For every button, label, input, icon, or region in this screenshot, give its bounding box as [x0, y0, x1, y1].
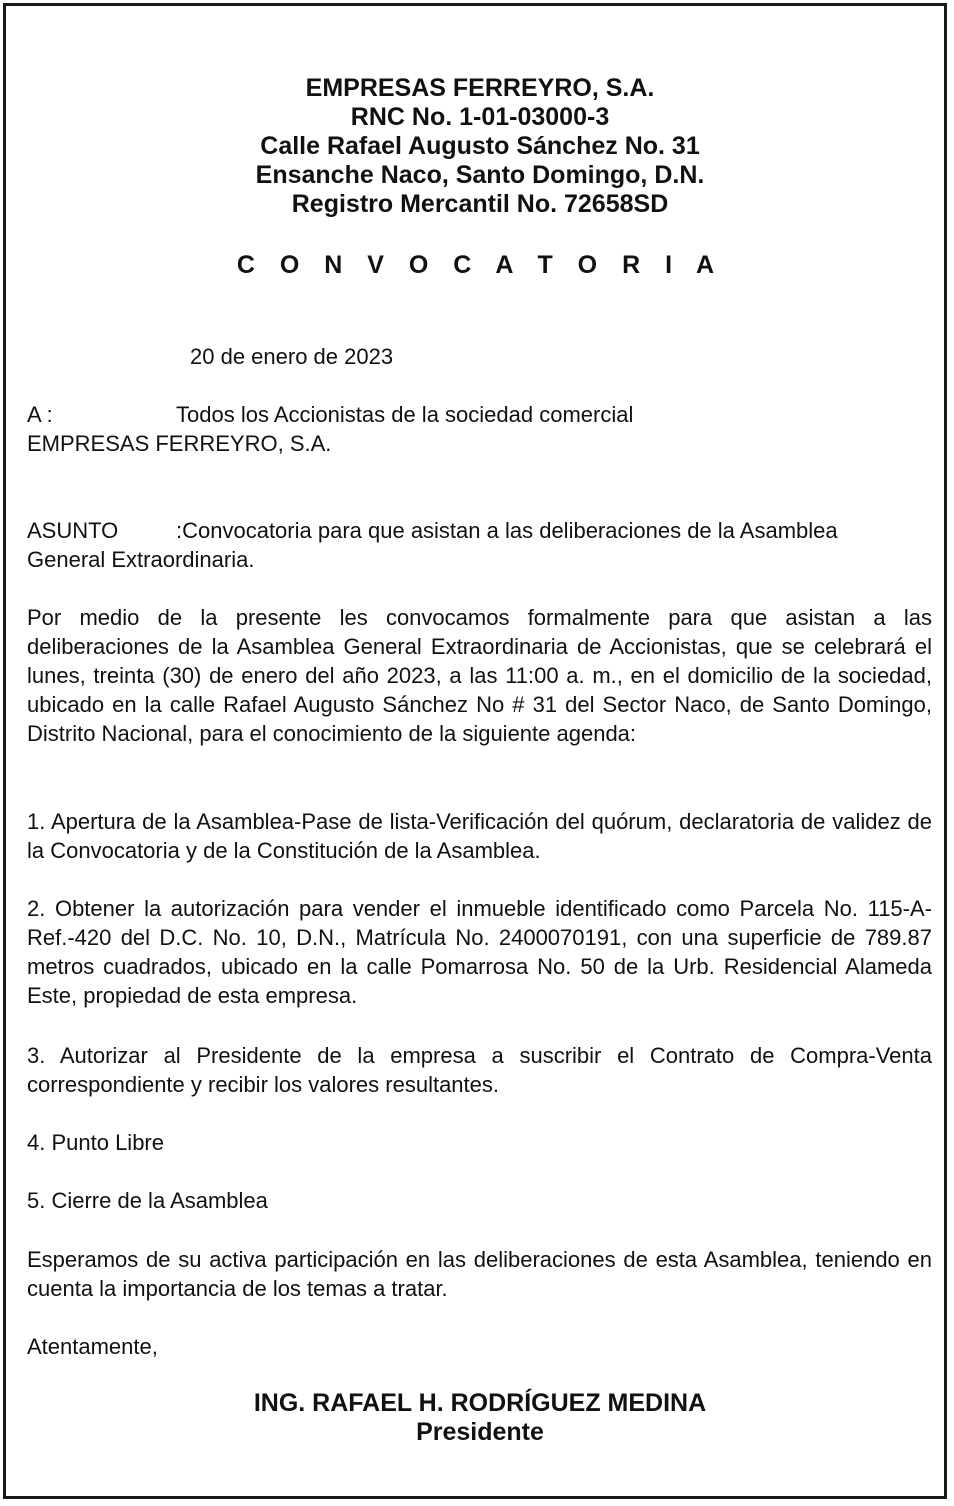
- intro-paragraph: Por medio de la presente les convocamos formalmente para que asistan a las deliberaciones de la Asamblea General Extraordinaria de Accionistas, que se celebrará el lunes, treinta (30) de enero del año 2023, a las 11:00 a. m., en el domicilio de la sociedad, ubicado en la calle Rafael Augusto Sánchez No # 31 del Sector Naco, de Santo Domingo, Distrito Nacional, para el conocimiento de la siguiente agenda:: [27, 605, 932, 746]
- company-name: EMPRESAS FERREYRO, S.A.: [305, 74, 655, 102]
- notice-frame: [3, 3, 947, 1499]
- signature-block: [6, 1389, 954, 1447]
- company-header: [6, 74, 954, 219]
- closing-paragraph: Esperamos de su activa participación en las deliberaciones de esta Asamblea, teniendo en cuenta la importancia de los temas a tratar.: [27, 1247, 932, 1301]
- agenda-item-4: 4. Punto Libre: [27, 1130, 164, 1155]
- company-registry: Registro Mercantil No. 72658SD: [291, 190, 669, 218]
- agenda-item-2: 2. Obtener la autorización para vender el inmueble identificado como Parcela No. 115-A-Ref.-420 del D.C. No. 10, D.N., Matrícula No. 2400070191, con una superficie de 789.87 metros cuadrados, ubicado en la calle Pomarrosa No. 50 de la Urb. Residencial Alameda Este, propiedad de esta empresa.: [27, 896, 932, 1008]
- company-city: Ensanche Naco, Santo Domingo, D.N.: [255, 161, 705, 189]
- notice-title: C O N V O C A T O R I A: [236, 251, 724, 279]
- signatory-name: ING. RAFAEL H. RODRÍGUEZ MEDINA: [253, 1389, 707, 1417]
- valediction: Atentamente,: [27, 1334, 158, 1359]
- subject-continuation: General Extraordinaria.: [27, 547, 255, 572]
- agenda-item-5: 5. Cierre de la Asamblea: [27, 1188, 268, 1213]
- agenda-item-3: 3. Autorizar al Presidente de la empresa a suscribir el Contrato de Compra-Venta correspondiente y recibir los valores resultantes.: [27, 1043, 932, 1097]
- notice-date: 20 de enero de 2023: [190, 344, 394, 369]
- addressee-label: A :: [27, 402, 53, 427]
- company-street: Calle Rafael Augusto Sánchez No. 31: [260, 132, 700, 160]
- company-rnc: RNC No. 1-01-03000-3: [350, 103, 610, 131]
- addressee-company: EMPRESAS FERREYRO, S.A.: [27, 431, 332, 456]
- agenda-item-1: 1. Apertura de la Asamblea-Pase de lista-Verificación del quórum, declaratoria de validez de la Convocatoria y de la Constitución de la Asamblea.: [27, 809, 932, 863]
- subject-value: :Convocatoria para que asistan a las deliberaciones de la Asamblea: [176, 518, 838, 543]
- signatory-role: Presidente: [416, 1418, 544, 1446]
- subject-label: ASUNTO: [27, 518, 119, 543]
- addressee-value: Todos los Accionistas de la sociedad comercial: [176, 402, 634, 427]
